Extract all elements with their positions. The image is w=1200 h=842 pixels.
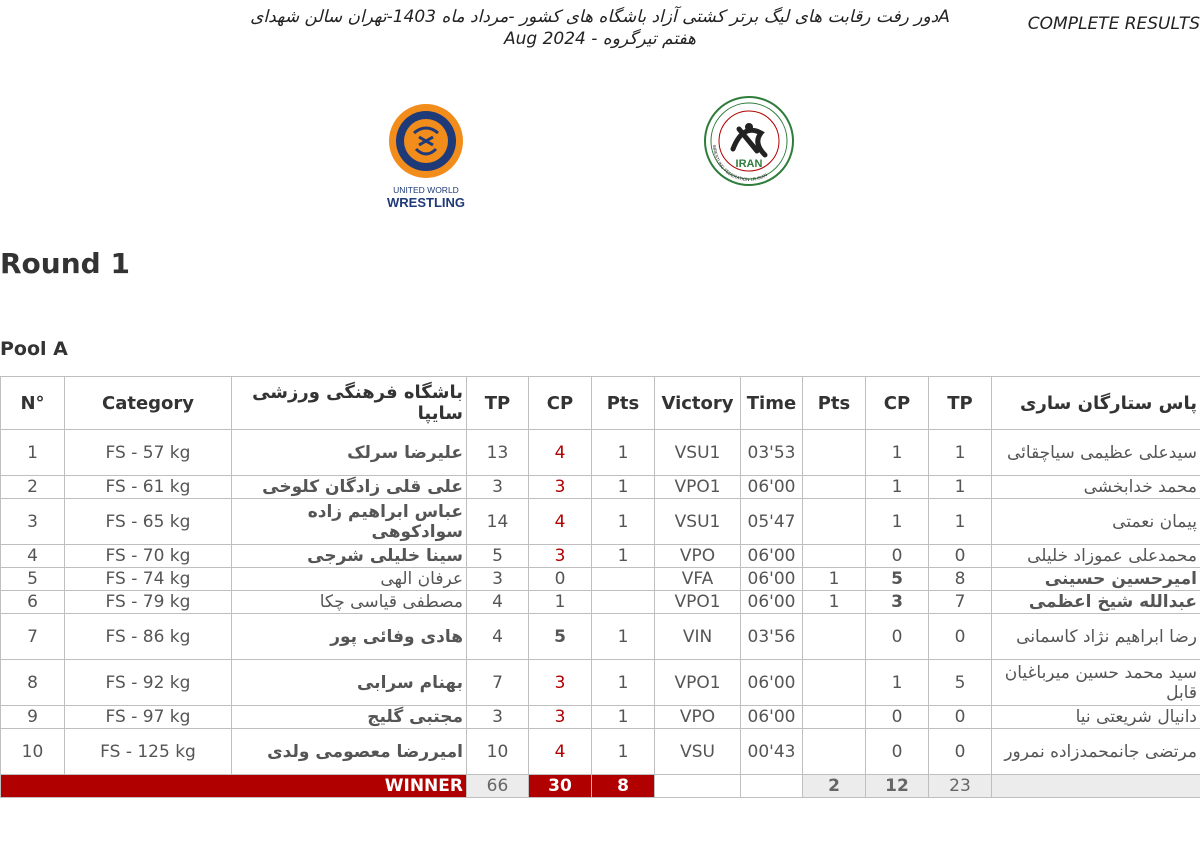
- row-no: 9: [1, 706, 65, 729]
- row-left-cp: 4: [529, 729, 592, 775]
- header-category: Category: [65, 377, 232, 430]
- row-right-pts: [803, 430, 866, 476]
- row-right-tp: 7: [929, 591, 992, 614]
- header-cp-left: CP: [529, 377, 592, 430]
- row-right-cp: 0: [866, 729, 929, 775]
- iran-logo-text: IRAN: [735, 158, 763, 170]
- row-right-pts: 1: [803, 568, 866, 591]
- row-right-cp: 1: [866, 430, 929, 476]
- row-time: 06'00: [741, 591, 803, 614]
- row-category: FS - 70 kg: [65, 545, 232, 568]
- row-time: 06'00: [741, 476, 803, 499]
- row-left-cp: 5: [529, 614, 592, 660]
- header-cp-right: CP: [866, 377, 929, 430]
- uww-logo-line1: UNITED WORLD: [393, 185, 459, 195]
- row-category: FS - 97 kg: [65, 706, 232, 729]
- total-tp-right: 23: [929, 775, 992, 798]
- row-right-wrestler: عبدالله شیخ اعظمی: [992, 591, 1200, 614]
- row-right-tp: 1: [929, 499, 992, 545]
- row-category: FS - 74 kg: [65, 568, 232, 591]
- row-category: FS - 125 kg: [65, 729, 232, 775]
- row-left-tp: 14: [467, 499, 529, 545]
- row-right-cp: 0: [866, 614, 929, 660]
- row-right-wrestler: مرتضی جانمحمدزاده نمرور: [992, 729, 1200, 775]
- row-no: 3: [1, 499, 65, 545]
- uww-logo-line2: WRESTLING: [387, 195, 465, 210]
- row-no: 10: [1, 729, 65, 775]
- row-right-tp: 5: [929, 660, 992, 706]
- row-time: 06'00: [741, 568, 803, 591]
- row-right-cp: 3: [866, 591, 929, 614]
- row-victory: VPO1: [655, 660, 741, 706]
- row-time: 06'00: [741, 706, 803, 729]
- row-right-tp: 0: [929, 729, 992, 775]
- row-time: 03'53: [741, 430, 803, 476]
- row-right-tp: 0: [929, 706, 992, 729]
- row-no: 5: [1, 568, 65, 591]
- row-right-cp: 1: [866, 499, 929, 545]
- complete-results-label: COMPLETE RESULTS: [1027, 14, 1200, 34]
- pool-title: Pool A: [0, 338, 68, 360]
- header-tp-left: TP: [467, 377, 529, 430]
- row-no: 1: [1, 430, 65, 476]
- header-pts-right: Pts: [803, 377, 866, 430]
- table-row: [1, 476, 1200, 499]
- row-category: FS - 61 kg: [65, 476, 232, 499]
- header-team-right: پاس ستارگان ساری: [992, 377, 1200, 430]
- row-left-cp: 3: [529, 660, 592, 706]
- header-victory: Victory: [655, 377, 741, 430]
- row-victory: VSU1: [655, 499, 741, 545]
- results-table: [0, 376, 1200, 798]
- row-right-wrestler: محمدعلی عموزاد خلیلی: [992, 545, 1200, 568]
- event-title-line1: دور رفت رقابت های لیگ برتر کشتی آزاد باشگاه های کشور -مرداد ماه 1403-تهران سالن شهدایA: [250, 7, 950, 27]
- row-right-cp: 0: [866, 706, 929, 729]
- row-right-tp: 8: [929, 568, 992, 591]
- row-left-wrestler: مصطفی قیاسی چکا: [232, 591, 467, 614]
- row-left-pts: 1: [592, 706, 655, 729]
- row-no: 8: [1, 660, 65, 706]
- header-tp-right: TP: [929, 377, 992, 430]
- table-row: [1, 660, 1200, 706]
- row-left-cp: 3: [529, 706, 592, 729]
- row-left-pts: 1: [592, 729, 655, 775]
- row-left-wrestler: امیررضا معصومی ولدی: [232, 729, 467, 775]
- iran-logo-ring-text: WRESTLING FEDERATION I.R.IRAN: [711, 144, 769, 183]
- row-left-tp: 3: [467, 476, 529, 499]
- row-time: 03'56: [741, 614, 803, 660]
- row-victory: VFA: [655, 568, 741, 591]
- row-right-cp: 0: [866, 545, 929, 568]
- row-right-tp: 0: [929, 545, 992, 568]
- row-left-tp: 10: [467, 729, 529, 775]
- table-row: [1, 591, 1200, 614]
- row-time: 06'00: [741, 660, 803, 706]
- row-right-pts: [803, 729, 866, 775]
- row-right-wrestler: سید محمد حسین میرباغیان قابل: [992, 660, 1200, 706]
- row-left-cp: 0: [529, 568, 592, 591]
- total-cp-right: 12: [866, 775, 929, 798]
- uww-logo-icon: [386, 103, 466, 211]
- row-left-cp: 4: [529, 430, 592, 476]
- total-victory-blank: [655, 775, 741, 798]
- event-title-line2: Aug 2024 - هفتم تیرگروه: [503, 29, 697, 49]
- table-row: [1, 545, 1200, 568]
- row-category: FS - 79 kg: [65, 591, 232, 614]
- row-category: FS - 57 kg: [65, 430, 232, 476]
- row-left-tp: 3: [467, 568, 529, 591]
- row-left-pts: 1: [592, 545, 655, 568]
- row-left-tp: 3: [467, 706, 529, 729]
- row-victory: VPO: [655, 706, 741, 729]
- totals-row: [1, 775, 1200, 798]
- row-victory: VSU: [655, 729, 741, 775]
- total-tp-left: 66: [467, 775, 529, 798]
- row-right-pts: [803, 706, 866, 729]
- row-right-wrestler: پیمان نعمتی: [992, 499, 1200, 545]
- row-left-tp: 4: [467, 614, 529, 660]
- row-left-pts: 1: [592, 476, 655, 499]
- row-time: 05'47: [741, 499, 803, 545]
- row-right-tp: 1: [929, 430, 992, 476]
- row-right-wrestler: محمد خدابخشی: [992, 476, 1200, 499]
- row-category: FS - 65 kg: [65, 499, 232, 545]
- row-category: FS - 92 kg: [65, 660, 232, 706]
- header-no: N°: [1, 377, 65, 430]
- row-left-wrestler: بهنام سرابی: [232, 660, 467, 706]
- iran-federation-logo-icon: [703, 93, 795, 191]
- row-left-tp: 4: [467, 591, 529, 614]
- row-right-cp: 5: [866, 568, 929, 591]
- total-team-right-blank: [992, 775, 1200, 798]
- row-no: 6: [1, 591, 65, 614]
- row-left-pts: [592, 568, 655, 591]
- row-left-cp: 1: [529, 591, 592, 614]
- row-no: 7: [1, 614, 65, 660]
- row-left-pts: 1: [592, 660, 655, 706]
- row-right-pts: [803, 476, 866, 499]
- row-right-cp: 1: [866, 476, 929, 499]
- winner-label: WINNER: [1, 775, 467, 798]
- row-right-pts: [803, 660, 866, 706]
- round-title: Round 1: [0, 247, 130, 280]
- row-left-pts: 1: [592, 430, 655, 476]
- row-left-pts: [592, 591, 655, 614]
- table-row: [1, 729, 1200, 775]
- row-victory: VSU1: [655, 430, 741, 476]
- row-victory: VPO: [655, 545, 741, 568]
- row-victory: VPO1: [655, 591, 741, 614]
- header-team-left: باشگاه فرهنگی ورزشی سایپا: [232, 377, 467, 430]
- row-right-wrestler: امیرحسین حسینی: [992, 568, 1200, 591]
- row-right-pts: [803, 545, 866, 568]
- row-right-tp: 1: [929, 476, 992, 499]
- row-left-wrestler: مجتبی گلیج: [232, 706, 467, 729]
- row-left-cp: 4: [529, 499, 592, 545]
- row-left-cp: 3: [529, 476, 592, 499]
- row-right-cp: 1: [866, 660, 929, 706]
- row-left-tp: 5: [467, 545, 529, 568]
- table-row: [1, 568, 1200, 591]
- row-left-wrestler: عباس ابراهیم زاده سوادکوهی: [232, 499, 467, 545]
- row-left-wrestler: عرفان الهی: [232, 568, 467, 591]
- total-cp-left: 30: [529, 775, 592, 798]
- row-left-wrestler: سینا خلیلی شرجی: [232, 545, 467, 568]
- row-left-pts: 1: [592, 499, 655, 545]
- row-victory: VIN: [655, 614, 741, 660]
- event-title: [200, 6, 1000, 50]
- total-time-blank: [741, 775, 803, 798]
- total-pts-left: 8: [592, 775, 655, 798]
- total-pts-right: 2: [803, 775, 866, 798]
- row-right-tp: 0: [929, 614, 992, 660]
- row-no: 4: [1, 545, 65, 568]
- row-right-wrestler: رضا ابراهیم نژاد کاسمانی: [992, 614, 1200, 660]
- row-time: 00'43: [741, 729, 803, 775]
- table-row: [1, 614, 1200, 660]
- row-right-pts: [803, 614, 866, 660]
- table-header-row: [1, 377, 1200, 430]
- row-left-tp: 13: [467, 430, 529, 476]
- table-row: [1, 499, 1200, 545]
- row-left-tp: 7: [467, 660, 529, 706]
- row-right-pts: 1: [803, 591, 866, 614]
- row-left-wrestler: هادی وفائی پور: [232, 614, 467, 660]
- row-time: 06'00: [741, 545, 803, 568]
- row-right-wrestler: سیدعلی عظیمی سیاچقائی: [992, 430, 1200, 476]
- row-no: 2: [1, 476, 65, 499]
- header-time: Time: [741, 377, 803, 430]
- row-right-pts: [803, 499, 866, 545]
- header-pts-left: Pts: [592, 377, 655, 430]
- row-right-wrestler: دانیال شریعتی نیا: [992, 706, 1200, 729]
- table-row: [1, 430, 1200, 476]
- table-row: [1, 706, 1200, 729]
- row-left-wrestler: علیرضا سرلک: [232, 430, 467, 476]
- row-victory: VPO1: [655, 476, 741, 499]
- row-category: FS - 86 kg: [65, 614, 232, 660]
- row-left-wrestler: علی قلی زادگان کلوخی: [232, 476, 467, 499]
- row-left-cp: 3: [529, 545, 592, 568]
- row-left-pts: 1: [592, 614, 655, 660]
